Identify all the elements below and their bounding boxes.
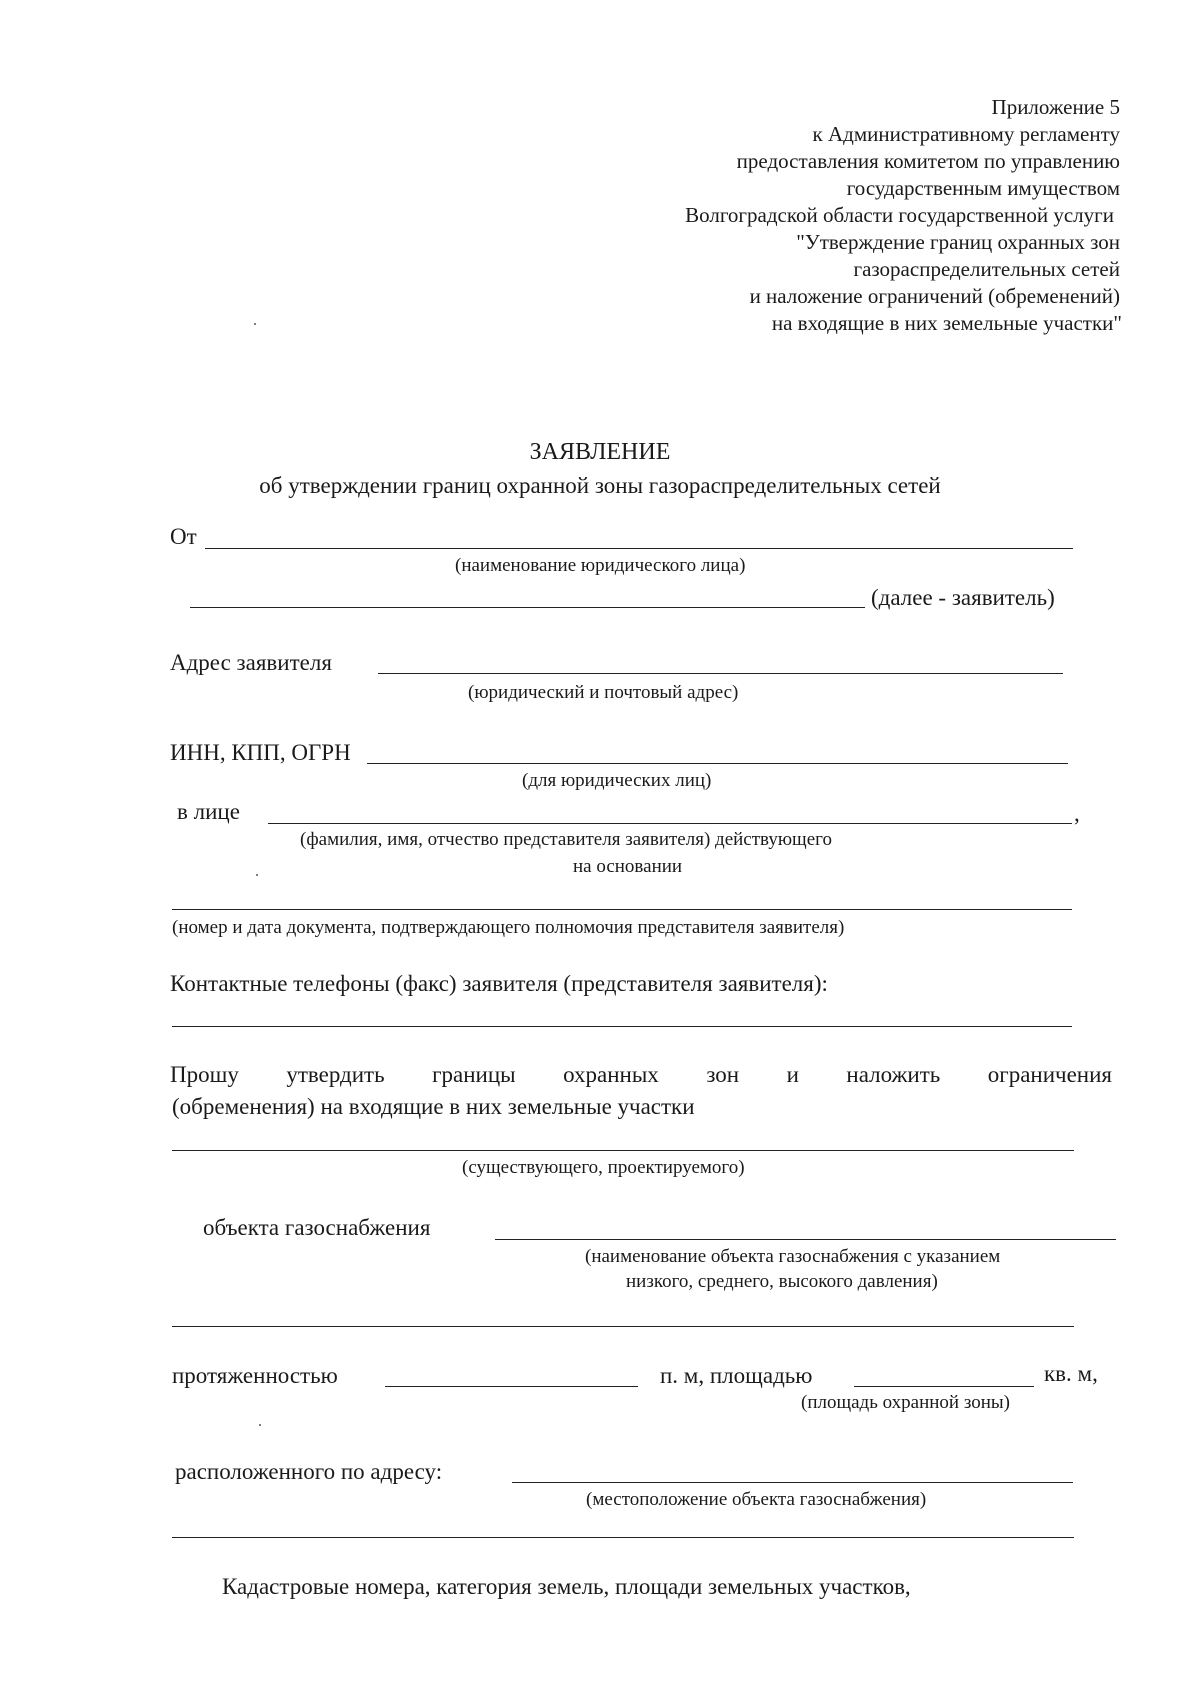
object-status-field-line[interactable] (172, 1150, 1074, 1151)
header-line-8: и наложение ограничений (обременений) (749, 284, 1120, 308)
authority-document-hint: (номер и дата документа, подтверждающего полномочия представителя заявителя) (172, 917, 845, 938)
document-subtitle: об утверждении границ охранной зоны газораспределительных сетей (259, 473, 941, 498)
header-line-7: газораспределительных сетей (853, 257, 1120, 281)
request-word: и (786, 1062, 799, 1087)
area-unit: кв. м, (1044, 1361, 1098, 1386)
request-word: ограничения (987, 1062, 1112, 1087)
phones-label: Контактные телефоны (факс) заявителя (представителя заявителя): (170, 971, 828, 996)
header-line-3: предоставления комитетом по управлению (736, 149, 1120, 173)
request-word: утвердить (286, 1062, 385, 1087)
representative-hint-2: на основании (573, 856, 683, 877)
header-line-6: "Утверждение границ охранных зон (796, 230, 1120, 254)
request-word: наложить (846, 1062, 941, 1087)
scan-speck (254, 323, 256, 325)
location-label: расположенного по адресу: (175, 1459, 443, 1484)
representative-field-line[interactable] (268, 823, 1072, 824)
scan-speck (256, 874, 258, 876)
object-field-line[interactable] (495, 1239, 1116, 1240)
request-word: границы (432, 1062, 516, 1087)
object-hint-2: низкого, среднего, высокого давления) (626, 1271, 938, 1292)
address-label: Адрес заявителя (170, 650, 332, 675)
request-word: Прошу (170, 1062, 239, 1087)
area-field-line[interactable] (854, 1386, 1034, 1387)
existing-hint: (существующего, проектируемого) (462, 1157, 745, 1178)
inn-label: ИНН, КПП, ОГРН (170, 740, 351, 765)
object-label: объекта газоснабжения (203, 1215, 431, 1240)
object-hint-1: (наименование объекта газоснабжения с указанием (585, 1246, 1001, 1267)
phones-field-line[interactable] (172, 1026, 1072, 1027)
from-label: От (170, 524, 197, 549)
header-line-9: на входящие в них земельные участки" (771, 311, 1122, 335)
length-label: протяженностью (172, 1363, 338, 1388)
representative-label: в лице (177, 799, 240, 824)
header-line-4: государственным имуществом (846, 176, 1120, 200)
inn-field-line[interactable] (367, 763, 1068, 764)
address-hint: (юридический и почтовый адрес) (468, 682, 739, 703)
representative-comma: , (1074, 801, 1080, 826)
applicant-suffix: (далее - заявитель) (871, 585, 1055, 610)
authority-document-field-line[interactable] (172, 909, 1072, 910)
scan-speck (259, 1424, 261, 1426)
applicant-field-line[interactable] (190, 607, 865, 608)
from-hint: (наименование юридического лица) (455, 555, 746, 576)
request-word: зон (706, 1062, 740, 1087)
location-field-line[interactable] (512, 1482, 1073, 1483)
header-line-2: к Административному регламенту (812, 122, 1120, 146)
area-hint: (площадь охранной зоны) (801, 1392, 1010, 1413)
cadastral-label: Кадастровые номера, категория земель, площади земельных участков, (222, 1574, 911, 1599)
location-extra-field-line[interactable] (172, 1537, 1074, 1538)
location-hint: (местоположение объекта газоснабжения) (586, 1489, 927, 1510)
request-line-1 (170, 1063, 1112, 1086)
request-line-2: (обременения) на входящие в них земельные участки (172, 1094, 695, 1119)
request-word: охранных (563, 1062, 659, 1087)
header-line-1: Приложение 5 (991, 95, 1120, 119)
from-field-line[interactable] (205, 548, 1073, 549)
address-field-line[interactable] (378, 673, 1063, 674)
inn-hint: (для юридических лиц) (522, 770, 712, 791)
object-extra-field-line[interactable] (172, 1326, 1074, 1327)
length-field-line[interactable] (385, 1386, 638, 1387)
header-line-5: Волгоградской области государственной услуги (685, 203, 1114, 227)
document-title: ЗАЯВЛЕНИЕ (529, 439, 671, 465)
length-unit: п. м, площадью (660, 1363, 813, 1388)
representative-hint-1: (фамилия, имя, отчество представителя заявителя) действующего (300, 829, 832, 850)
